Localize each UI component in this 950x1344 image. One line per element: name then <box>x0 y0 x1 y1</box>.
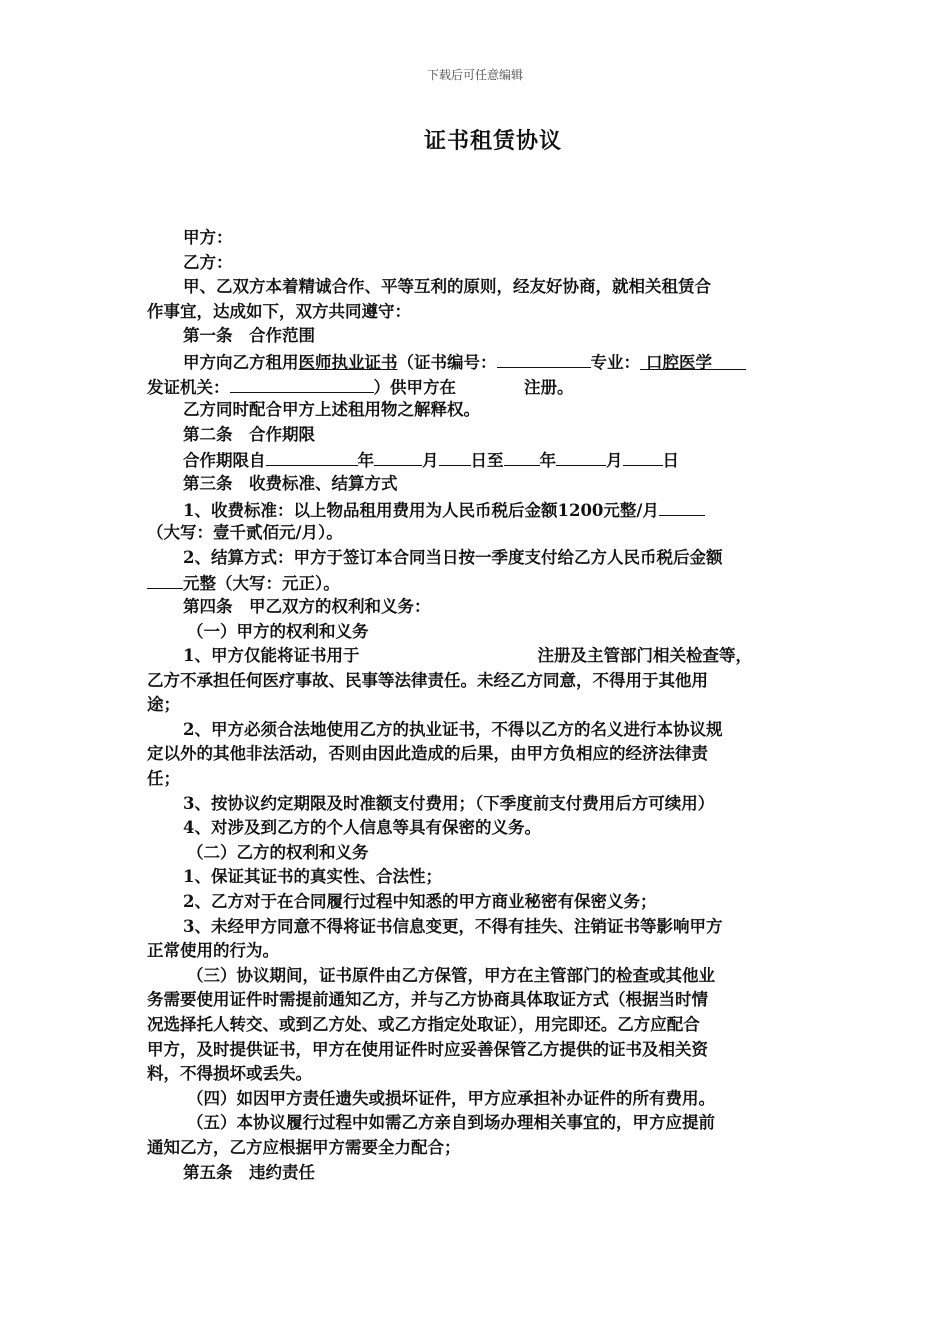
article-2-line-1 <box>147 447 807 472</box>
a4-line: 4、对涉及到乙方的个人信息等具有保密的义务。 <box>183 818 541 838</box>
certificate-type: 医师执业证书 <box>298 352 398 372</box>
end-year-blank <box>504 447 540 466</box>
end-month-blank <box>556 447 606 466</box>
article-1-line-1 <box>147 349 807 374</box>
fee-standard-line-2: （大写：壹千贰佰元/月）。 <box>147 523 343 543</box>
a1-text-b: 注册及主管部门相关检查等， <box>537 646 752 666</box>
c-line-2: 务需要使用证件时需提前通知乙方，并与乙方协商具体取证方式（根据当时情 <box>147 990 708 1010</box>
certificate-number-blank <box>497 349 591 368</box>
issuing-authority-label: 发证机关： <box>147 377 230 397</box>
month-label: 月 <box>606 451 623 471</box>
day-label: 日 <box>662 451 679 471</box>
a2-line-2: 定以外的其他非法活动，否则由因此造成的后果，由甲方负相应的经济法律责 <box>147 744 708 764</box>
settlement-amount-blank <box>147 570 183 589</box>
article-4-heading: 第四条 甲乙双方的权利和义务： <box>183 596 431 616</box>
article-2-heading: 第二条 合作期限 <box>183 424 315 444</box>
article-1-line-2 <box>147 374 807 399</box>
b1-line: 1、保证其证书的真实性、合法性； <box>183 867 442 887</box>
article-5-heading: 第五条 违约责任 <box>183 1162 315 1182</box>
c-line-3: 况选择托人转交、或到乙方处、或乙方指定处取证），用完即还。乙方应配合 <box>147 1015 700 1034</box>
party-a-line: 甲方： <box>183 228 233 247</box>
a2-line-3: 任； <box>147 769 180 789</box>
party-b-rights-heading: （二）乙方的权利和义务 <box>187 842 369 862</box>
contract-body <box>147 226 807 1185</box>
c-line-5: 料，不得损坏或丢失。 <box>147 1064 312 1084</box>
party-a-rights-heading: （一）甲方的权利和义务 <box>187 621 369 641</box>
settlement-line-1: 2、结算方式：甲方于签订本合同当日按一季度支付给乙方人民币税后金额 <box>183 547 723 567</box>
party-b-line: 乙方： <box>183 252 233 272</box>
article-1-line-3: 乙方同时配合甲方上述租用物之解释权。 <box>183 400 480 420</box>
month-label: 月 <box>422 451 439 471</box>
header-note: 下载后可任意编辑 <box>426 68 523 82</box>
fee-blank <box>659 497 705 516</box>
settlement-line-2 <box>147 570 807 595</box>
article-3-heading: 第三条 收费标准、结算方式 <box>183 473 398 493</box>
a3-line: 3、按协议约定期限及时准额支付费用；（下季度前支付费用后方可续用） <box>183 793 715 813</box>
b3-line-2: 正常使用的行为。 <box>147 941 279 961</box>
article-1-text-c: 注册。 <box>524 377 574 397</box>
start-month-blank <box>374 447 422 466</box>
year-label: 年 <box>357 451 374 471</box>
intro-line-1: 甲、乙双方本着精诚合作、平等互利的原则，经友好协商，就相关租赁合 <box>183 277 711 297</box>
year-label: 年 <box>539 451 556 471</box>
day-to-label: 日至 <box>470 451 504 471</box>
end-day-blank <box>623 447 663 466</box>
article-1-text-b: ）供甲方在 <box>373 377 456 397</box>
e-line-2: 通知乙方，乙方应根据甲方需要全力配合； <box>147 1137 461 1157</box>
a2-line-1: 2、甲方必须合法地使用乙方的执业证书，不得以乙方的名义进行本协议规 <box>183 719 723 739</box>
c-line-1: （三）协议期间，证书原件由乙方保管，甲方在主管部门的检查或其他业 <box>187 965 715 985</box>
issuing-authority-blank <box>230 374 374 393</box>
article-1-text: 甲方向乙方租用 <box>183 352 299 372</box>
a1-text: 1、甲方仅能将证书用于 <box>183 646 360 666</box>
a1-line-1 <box>147 644 807 669</box>
intro-line-2: 作事宜，达成如下，双方共同遵守： <box>147 301 411 321</box>
major-value: 口腔医学 <box>646 352 712 372</box>
document-title: 证书租赁协议 <box>423 128 562 154</box>
settlement-text: 元整（大写：元正）。 <box>183 574 340 594</box>
major-label: 专业： <box>590 352 640 372</box>
certificate-number-label: （证书编号： <box>397 352 497 372</box>
d-line: （四）如因甲方责任遗失或损坏证件，甲方应承担补办证件的所有费用。 <box>187 1088 715 1108</box>
b2-line: 2、乙方对于在合同履行过程中知悉的甲方商业秘密有保密义务； <box>183 892 657 912</box>
start-day-blank <box>439 447 471 466</box>
period-label: 合作期限自 <box>183 451 266 471</box>
start-year-blank <box>266 447 358 466</box>
a1-line-3: 途； <box>147 695 180 715</box>
fee-standard-text: 1、收费标准：以上物品租用费用为人民币税后金额1200元整/月 <box>183 500 659 520</box>
e-line-1: （五）本协议履行过程中如需乙方亲自到场办理相关事宜的，甲方应提前 <box>187 1113 715 1133</box>
b3-line-1: 3、未经甲方同意不得将证书信息变更，不得有挂失、注销证书等影响甲方 <box>183 916 723 936</box>
c-line-4: 甲方，及时提供证书，甲方在使用证件时应妥善保管乙方提供的证书及相关资 <box>147 1039 708 1059</box>
major-value-field <box>640 351 746 370</box>
a1-line-2: 乙方不承担任何医疗事故、民事等法律责任。未经乙方同意，不得用于其他用 <box>147 670 708 690</box>
fee-standard-line-1 <box>147 497 807 522</box>
article-1-heading: 第一条 合作范围 <box>183 326 315 346</box>
